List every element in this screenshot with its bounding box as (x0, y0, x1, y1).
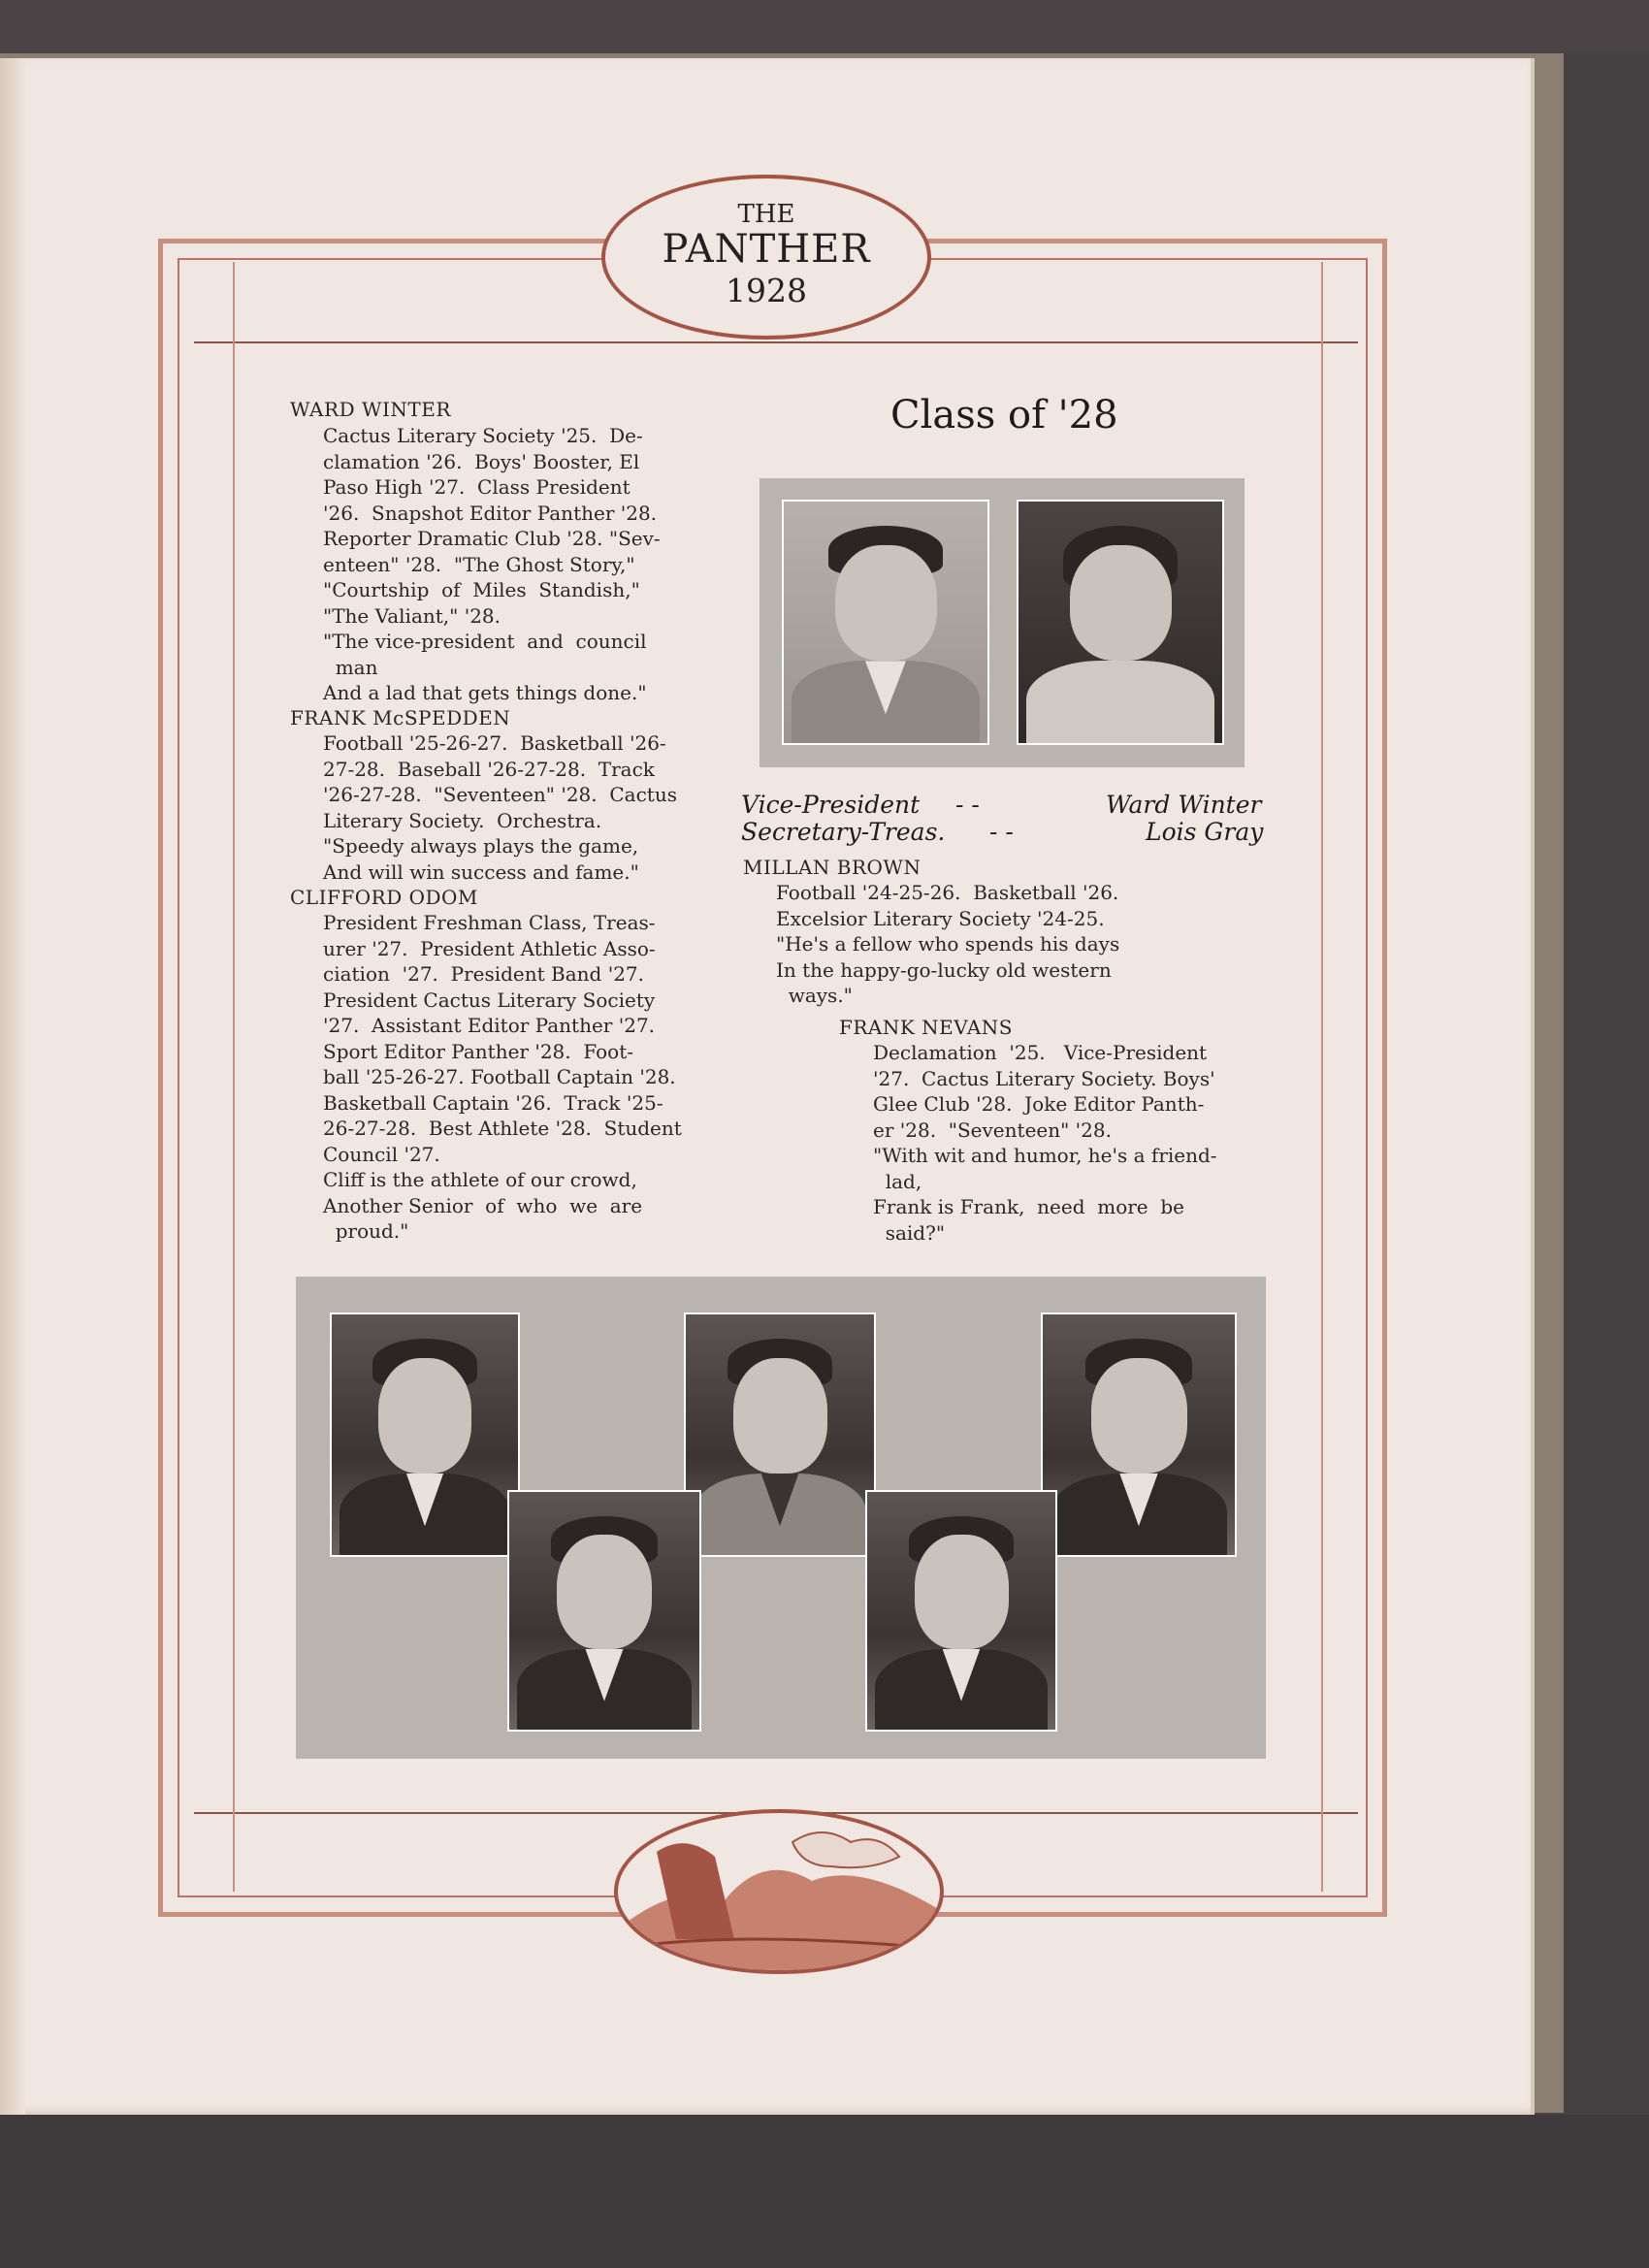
header-rule (194, 341, 1358, 343)
right-border-rule (1321, 262, 1323, 1892)
senior-bio: President Freshman Class, Treas- urer '27. President Athletic Asso- ciation '27. President Band '27. President Cactus Literary Society '27. Assistant Editor Panther '27. Sport Editor Panther '28. Foot- ball '25-26-27. Football Captain '28. Basketball Captain '26. Track '25- 26-27-28. Best Athlete '28. Student Council '27. Cliff is the athlete of our crowd, Another Senior of who we are proud." (323, 911, 682, 1243)
officer-name: Ward Winter (1106, 791, 1262, 819)
senior-bio: Football '25-26-27. Basketball '26- 27-28. Baseball '26-27-28. Track '26-27-28. "Seventeen" '28. Cactus Literary Society. Orchestra. "Speedy always plays the game, And will win success and fame." (323, 731, 677, 884)
senior-photo (684, 1312, 876, 1557)
senior-photo (865, 1490, 1057, 1732)
senior-bio: Declamation '25. Vice-President '27. Cactus Literary Society. Boys' Glee Club '28. Joke Editor Panth- er '28. "Seventeen" '28. "With wit and humor, he's a friend- lad, Frank is Frank, need more be said?" (873, 1041, 1217, 1245)
scan-background-top (0, 0, 1649, 53)
officer-photo (782, 500, 989, 745)
officer-name: Lois Gray (1146, 818, 1264, 846)
senior-bio: Football '24-25-26. Basketball '26. Excelsior Literary Society '24-25. "He's a fellow who spends his days In the happy-go-lucky old western ways." (776, 881, 1120, 1007)
left-border-rule (233, 262, 235, 1892)
senior-name: FRANK McSPEDDEN (290, 706, 511, 729)
senior-name: CLIFFORD ODOM (290, 886, 478, 909)
senior-name: WARD WINTER (290, 398, 451, 421)
header-cartouche (601, 175, 931, 340)
header-line-3: 1928 (726, 272, 807, 309)
section-title: Class of '28 (890, 393, 1118, 437)
scan-background-bottom (0, 2115, 1649, 2268)
officer-dashes: - - (989, 818, 1014, 846)
page-binding-edge (0, 58, 25, 2117)
officer-photo (1017, 500, 1224, 745)
officer-role: Vice-President (741, 791, 921, 819)
header-line-2: PANTHER (662, 227, 871, 272)
landscape-vignette (614, 1809, 944, 1974)
officer-role: Secretary-Treas. (741, 818, 946, 846)
officer-dashes: - - (955, 791, 980, 819)
senior-name: FRANK NEVANS (839, 1016, 1014, 1039)
landscape-illustration (618, 1813, 940, 1970)
senior-photo (1041, 1312, 1237, 1557)
header-line-1: THE (737, 200, 795, 229)
senior-name: MILLAN BROWN (743, 856, 922, 879)
senior-photo (507, 1490, 701, 1732)
senior-bio: Cactus Literary Society '25. De- clamation '26. Boys' Booster, El Paso High '27. Class President '26. Snapshot Editor Panther '28. Reporter Dramatic Club '28. "Sev- enteen" '28. "The Ghost Story," "Courtship of Miles Standish," "The Valiant," '28. "The vice-president and council man And a lad that gets things done." (323, 424, 661, 704)
senior-photo (330, 1312, 520, 1557)
